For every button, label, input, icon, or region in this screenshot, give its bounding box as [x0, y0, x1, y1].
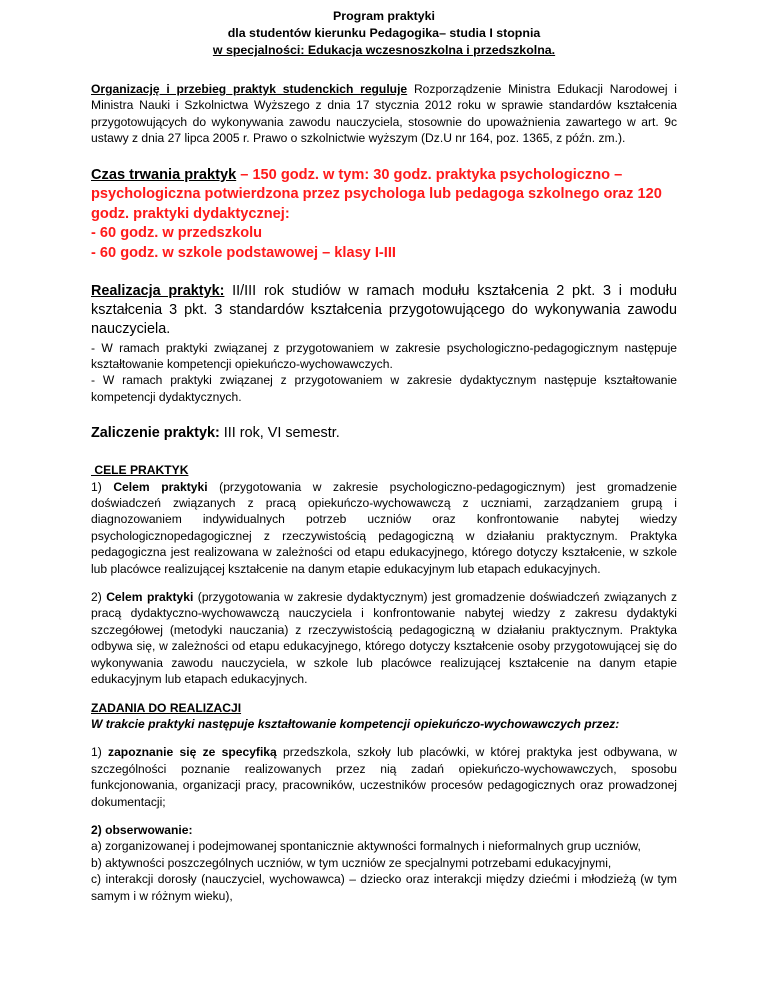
duration-dash: – — [236, 166, 253, 183]
goal-1 — [91, 479, 677, 577]
goal-2-bold: Celem praktyki — [106, 590, 194, 605]
duration-text: 150 godz. w tym: 30 godz. praktyka psychologiczno – psychologiczna potwierdzona przez psychologa lub pedagoga szkolnego oraz 120 godz. praktyki dydaktycznej: — [91, 166, 662, 222]
goal-1-number: 1) — [91, 479, 114, 494]
header-line-3: w specjalności: Edukacja wczesnoszkolna i przedszkolna. — [212, 43, 556, 57]
organization-label: Organizację i przebieg praktyk studenckich reguluje — [91, 82, 408, 96]
duration-label: Czas trwania praktyk — [91, 166, 237, 183]
task-1-bold: zapoznanie się ze specyfiką — [108, 745, 277, 760]
goals-heading: CELE PRAKTYK — [91, 463, 189, 478]
task-1 — [91, 744, 677, 810]
goal-2 — [91, 589, 677, 687]
organization-text: Rozporządzenie Ministra Edukacji Narodowej i Ministra Nauki i Szkolnictwa Wyższego z dnia 17 stycznia 2012 roku w sprawie standardów kształcenia przygotowujących do wykonywania zawodu nauczyciela, stosownie do upoważnienia zawartego w art. 9c ustawy z dnia 27 lipca 2005 r. Prawo o szkolnictwie wyższym (Dz.U nr 164, poz. 1365, z późn. zm.). — [91, 82, 677, 146]
realization-label: Realizacja praktyk: — [91, 282, 225, 299]
goal-2-number: 2) — [91, 590, 107, 605]
credit-label: Zaliczenie praktyk: — [91, 425, 220, 442]
duration-item-2: - 60 godz. w szkole podstawowej – klasy I-III — [91, 245, 396, 261]
realization-items — [91, 340, 677, 406]
goal-2-text: (przygotowania w zakresie dydaktycznym) jest gromadzenie doświadczeń związanych z pracą dydaktyczno-wychowawczą nauczyciela i konfrontowanie nabytej wiedzy z zakresu dydaktyki szczegółowej (metodyki nauczania) z rzeczywistością pedagogiczną w działaniu praktycznym. Praktyka odbywa się, w zależności od etapu edukacyjnego, którego dotyczy kształcenie osoby przygotowującej się do wykonywania zawodu nauczyciela, w szkole lub placówce realizującej kształcenie na danym etapie edukacyjnym lub etapach edukacyjnych. — [91, 590, 677, 687]
realization-item-2: - W ramach praktyki związanej z przygotowaniem w zakresie dydaktycznym następuje kształtowanie kompetencji dydaktycznych. — [91, 373, 677, 404]
task-1-text: przedszkola, szkoły lub placówki, w której praktyka jest odbywana, w szczególności poznanie realizowanych przez nią zadań opiekuńczo-wychowawczych, sposobu funkcjonowania, organizacji pracy, pracowników, uczestników procesów pedagogicznych oraz prowadzonej dokumentacji; — [91, 745, 677, 809]
header-line-1: Program praktyki — [333, 9, 435, 23]
tasks-subheading: W trakcie praktyki następuje kształtowanie kompetencji opiekuńczo-wychowawczych przez: — [91, 716, 620, 731]
header-line-2: dla studentów kierunku Pedagogika– studia I stopnia — [227, 26, 541, 40]
goal-1-bold: Celem praktyki — [113, 479, 208, 494]
realization-item-1: - W ramach praktyki związanej z przygotowaniem w zakresie psychologiczno-pedagogicznym następuje kształtowanie kompetencji opiekuńczo-wychowawczych. — [91, 340, 677, 371]
task-2-item-c: c) interakcji dorosły (nauczyciel, wychowawca) – dziecko oraz interakcji między dziećmi i młodzieżą (w tym samym i w różnym wieku), — [91, 872, 677, 903]
tasks-heading: ZADANIA DO REALIZACJI — [91, 700, 242, 715]
tasks-section — [91, 700, 677, 904]
realization-paragraph — [91, 282, 677, 339]
task-2-heading: 2) obserwowanie: — [91, 822, 193, 837]
goals-section — [91, 462, 677, 687]
duration-item-1: - 60 godz. w przedszkolu — [91, 225, 263, 242]
document-header — [91, 8, 677, 59]
organization-paragraph — [91, 81, 677, 147]
realization-text: II/III rok studiów w ramach modułu kształcenia 2 pkt. 3 i modułu kształcenia 3 pkt. 3 standardów kształcenia przygotowującego do wykonywania zawodu nauczyciela. — [91, 282, 677, 337]
credit-paragraph — [91, 424, 677, 443]
task-2-item-a: a) zorganizowanej i podejmowanej spontanicznie aktywności formalnych i nieformalnych grup uczniów, — [91, 839, 641, 854]
credit-text: III rok, VI semestr. — [219, 425, 340, 442]
goal-1-text: (przygotowania w zakresie psychologiczno-pedagogicznym) jest gromadzenie doświadczeń związanych z pracą opiekuńczo-wychowawczą z uczniami, zarządzaniem grupą i diagnozowaniem indywidualnych potrzeb uczniów oraz konfrontowanie nabytej wiedzy psychologicznopedagogicznej z rzeczywistością pedagogiczną w działaniu praktycznym. Praktyka pedagogiczna jest realizowana w zależności od etapu edukacyjnego, którego dotyczy kształcenie, w szkole lub placówce realizującej kształcenie na danym etapie edukacyjnym lub etapach edukacyjnych. — [91, 479, 677, 576]
task-1-number: 1) — [91, 745, 109, 760]
task-2-item-b: b) aktywności poszczególnych uczniów, w tym uczniów ze specjalnymi potrzebami edukacyjnymi, — [91, 855, 612, 870]
duration-section — [91, 166, 677, 264]
